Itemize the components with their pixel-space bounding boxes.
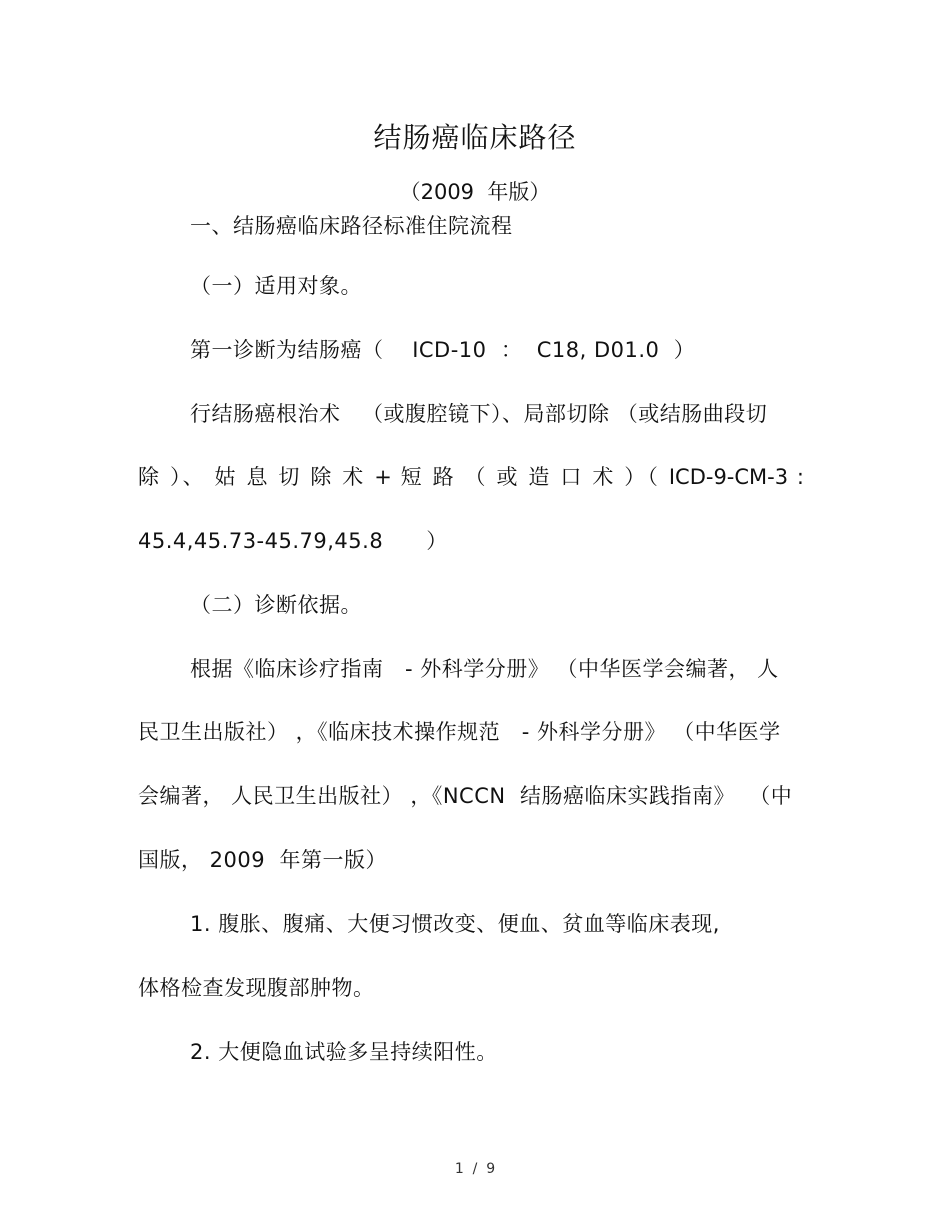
document-title: 结肠癌临床路径 <box>373 121 577 154</box>
list-item: 2. 大便隐血试验多呈持续阳性。 <box>190 1040 498 1064</box>
paragraph-line: 45.4,45.73-45.79,45.8 ） <box>138 529 448 553</box>
subsection-heading: （一）适用对象。 <box>190 274 362 298</box>
paragraph-line: 会编著， 人民卫生出版社） ，《NCCN 结肠癌临床实践指南》 （中 <box>138 784 793 808</box>
paragraph-line: 行结肠癌根治术 （或腹腔镜下）、局部切除 （或结肠曲段切 <box>190 402 768 426</box>
paragraph-line: 除 ）、 姑 息 切 除 术 + 短 路 （ 或 造 口 术 ）（ ICD-9-CM-3 : <box>138 465 804 489</box>
paragraph-line: 国版， 2009 年第一版） <box>138 848 387 872</box>
paragraph-line: 体格检查发现腹部肿物。 <box>138 976 375 1000</box>
paragraph-line: 根据《临床诊疗指南 - 外科学分册》 （中华医学会编著， 人 <box>190 657 779 681</box>
document-subtitle: （2009 年版） <box>399 180 551 204</box>
page-number: 1 / 9 <box>454 1161 496 1177</box>
subsection-heading: （二）诊断依据。 <box>190 593 362 617</box>
section-heading: 一、结肠癌临床路径标准住院流程 <box>190 214 513 238</box>
paragraph-line: 第一诊断为结肠癌（ ICD-10 ： C18, D01.0 ） <box>190 338 696 362</box>
paragraph-line: 民卫生出版社） ，《临床技术操作规范 - 外科学分册》 （中华医学 <box>138 720 781 744</box>
list-item: 1. 腹胀、腹痛、大便习惯改变、便血、贫血等临床表现, <box>190 912 720 936</box>
